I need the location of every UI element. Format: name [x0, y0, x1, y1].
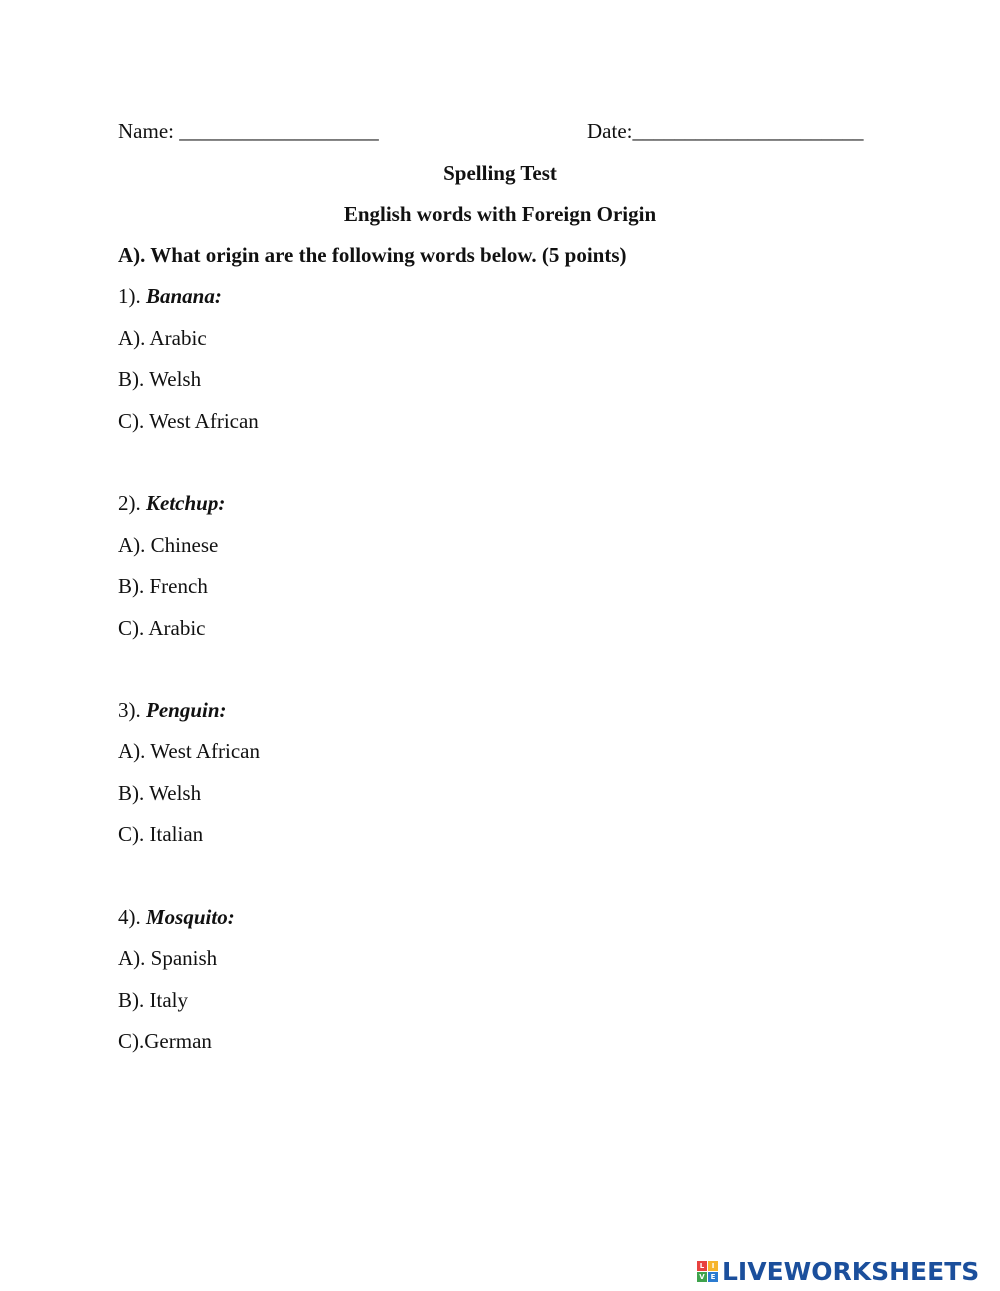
option-q4-a[interactable]: A). Spanish: [118, 946, 218, 970]
liveworksheets-logo: [697, 1255, 979, 1287]
logo-tile: E: [708, 1272, 718, 1282]
question-number: 3).: [118, 698, 146, 722]
page-title: Spelling Test: [443, 161, 557, 185]
option-q2-b[interactable]: B). French: [118, 574, 208, 598]
option-q3-b[interactable]: B). Welsh: [118, 781, 202, 805]
question-number: 1).: [118, 284, 146, 308]
logo-tile: I: [708, 1261, 718, 1271]
option-q2-c[interactable]: C). Arabic: [118, 616, 206, 640]
option-q2-a[interactable]: A). Chinese: [118, 533, 219, 557]
option-q1-a[interactable]: A). Arabic: [118, 326, 207, 350]
question-word: Ketchup:: [146, 491, 226, 515]
logo-grid-icon: [697, 1261, 718, 1282]
question-1: [118, 283, 222, 309]
logo-tile: V: [697, 1272, 707, 1282]
page-subtitle: English words with Foreign Origin: [343, 202, 657, 226]
question-word: Mosquito:: [146, 905, 235, 929]
question-number: 2).: [118, 491, 146, 515]
question-word: Penguin:: [146, 698, 227, 722]
logo-tile: L: [697, 1261, 707, 1271]
question-number: 4).: [118, 905, 146, 929]
option-q4-c[interactable]: C).German: [118, 1029, 212, 1053]
name-field[interactable]: Name: ___________________: [118, 119, 379, 143]
option-q1-b[interactable]: B). Welsh: [118, 367, 202, 391]
date-field[interactable]: Date:______________________: [587, 119, 864, 143]
logo-text: LIVEWORKSHEETS: [722, 1256, 980, 1286]
question-word: Banana:: [146, 284, 222, 308]
question-3: [118, 697, 227, 723]
option-q3-a[interactable]: A). West African: [118, 739, 260, 763]
option-q4-b[interactable]: B). Italy: [118, 988, 188, 1012]
option-q3-c[interactable]: C). Italian: [118, 822, 204, 846]
question-4: [118, 904, 235, 930]
question-2: [118, 490, 225, 516]
option-q1-c[interactable]: C). West African: [118, 409, 259, 433]
instruction: A). What origin are the following words below. (5 points): [118, 243, 627, 267]
